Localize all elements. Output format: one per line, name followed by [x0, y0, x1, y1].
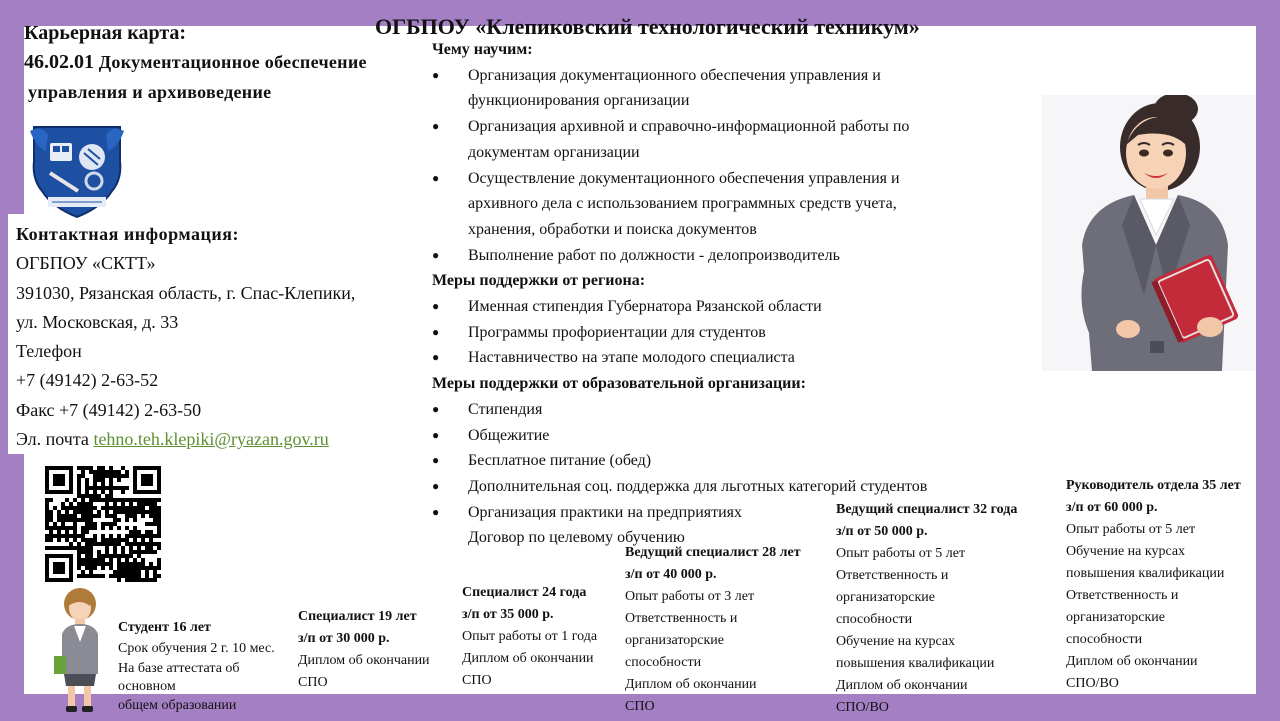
stage-specialist-19 — [298, 606, 430, 694]
contact-block — [16, 220, 355, 454]
stage-specialist-24 — [462, 582, 597, 692]
contact-org: ОГБПОУ «СКТТ» — [16, 253, 156, 274]
stage-line: способности — [1066, 632, 1143, 647]
stage-title: Специалист 24 года — [462, 585, 587, 600]
stage-salary: з/п от 30 000 р. — [298, 631, 390, 646]
stage-line: способности — [625, 655, 702, 670]
bullet-icon: ● — [432, 478, 440, 493]
list-item — [432, 320, 1032, 346]
list-item — [432, 243, 1032, 269]
specialty-name-1: Документационное обеспечение — [98, 52, 367, 72]
list-item-text: Дополнительная соц. поддержка для льготных категорий студентов — [468, 477, 928, 495]
list-item — [432, 345, 1032, 371]
contact-address-2: ул. Московская, д. 33 — [16, 311, 179, 332]
qr-code-icon — [45, 466, 161, 582]
specialty-line — [24, 51, 367, 74]
college-logo-icon — [28, 121, 126, 221]
stage-head-35 — [1066, 475, 1241, 695]
list-item-text: Организация архивной и справочно-информационной работы по — [468, 118, 910, 136]
stage-line: На базе аттестата об — [118, 661, 240, 676]
stage-salary: з/п от 35 000 р. — [462, 607, 554, 622]
list-item-text: Наставничество на этапе молодого специалиста — [468, 349, 795, 367]
stage-line: Срок обучения 2 г. 10 мес. — [118, 641, 275, 656]
stage-line: основном — [118, 679, 176, 694]
stage-line: организаторские — [1066, 610, 1165, 625]
stage-line: Обучение на курсах — [836, 634, 956, 649]
org-support-extra: Договор по целевому обучению — [468, 529, 685, 547]
list-item — [432, 423, 1032, 449]
list-item-text: Выполнение работ по должности - делопроизводитель — [468, 246, 840, 264]
list-item — [432, 114, 1032, 165]
contact-email-label: Эл. почта — [16, 429, 89, 450]
bullet-icon: ● — [432, 247, 440, 262]
org-support-title: Меры поддержки от образовательной организации: — [432, 375, 806, 393]
stage-line: СПО/ВО — [1066, 676, 1119, 691]
stage-line: Диплом об окончании — [1066, 654, 1198, 669]
stage-line: Диплом об окончании — [462, 651, 594, 666]
bullet-icon: ● — [432, 299, 440, 314]
info-list — [432, 37, 1032, 551]
region-title: Меры поддержки от региона: — [432, 272, 646, 290]
bullet-icon: ● — [432, 504, 440, 519]
stage-salary: з/п от 50 000 р. — [836, 524, 928, 539]
stage-line: Диплом об окончании — [836, 678, 968, 693]
stage-line: Опыт работы от 5 лет — [836, 546, 966, 561]
list-item — [432, 474, 1032, 500]
stage-salary: з/п от 60 000 р. — [1066, 500, 1158, 515]
stage-line: Опыт работы от 1 года — [462, 629, 598, 644]
region-list — [432, 294, 1032, 371]
bullet-icon: ● — [432, 453, 440, 468]
page-heading: ОГБПОУ «Клепиковский технологический техникум» — [375, 14, 920, 39]
list-item-text: Программы профориентации для студентов — [468, 323, 766, 341]
stage-line: Обучение на курсах — [1066, 544, 1186, 559]
list-item-text: Общежитие — [468, 426, 550, 444]
stage-lead-32 — [836, 499, 1017, 719]
teach-title: Чему научим: — [432, 41, 533, 58]
bullet-icon: ● — [432, 170, 440, 185]
stage-line: Ответственность и — [625, 611, 738, 626]
contact-email-link[interactable]: tehno.teh.klepiki@ryazan.gov.ru — [93, 429, 329, 450]
stage-line: организаторские — [836, 590, 935, 605]
contact-fax: Факс +7 (49142) 2-63-50 — [16, 399, 202, 420]
stage-line: Ответственность и — [836, 568, 949, 583]
stage-salary: з/п от 40 000 р. — [625, 567, 717, 582]
businesswoman-illustration-icon — [1042, 95, 1256, 371]
teach-list — [432, 63, 1032, 269]
stage-line: повышения квалификации — [1066, 566, 1225, 581]
student-girl-illustration-icon — [44, 586, 114, 716]
stage-line: способности — [836, 612, 913, 627]
career-map-title: Карьерная карта: — [24, 22, 187, 44]
stage-line: организаторские — [625, 633, 724, 648]
list-item — [432, 166, 1032, 243]
specialty-name-2: управления и архивоведение — [28, 82, 272, 102]
stage-line: Диплом об окончании — [625, 677, 757, 692]
list-item-text: Осуществление документационного обеспечения управления и — [468, 169, 900, 187]
stage-line: Опыт работы от 5 лет — [1066, 522, 1196, 537]
stage-line: СПО — [298, 675, 328, 690]
stage-title: Ведущий специалист 28 лет — [625, 545, 801, 560]
bullet-icon: ● — [432, 324, 440, 339]
bullet-icon: ● — [432, 427, 440, 442]
contact-label: Контактная информация: — [16, 224, 239, 244]
stage-line: СПО/ВО — [836, 700, 889, 715]
bullet-icon: ● — [432, 67, 440, 82]
stage-line: повышения квалификации — [836, 656, 995, 671]
list-item-text: хранения, обработки и поиска документов — [468, 220, 757, 238]
contact-address-1: 391030, Рязанская область, г. Спас-Клепики, — [16, 282, 356, 303]
stage-line: Ответственность и — [1066, 588, 1179, 603]
contact-phone-label: Телефон — [16, 341, 82, 362]
list-item — [432, 63, 1032, 114]
list-item-text: архивного дела с использованием программных средств учета, — [468, 195, 897, 213]
list-item — [432, 397, 1032, 423]
list-item-text: Организация практики на предприятиях — [468, 503, 743, 521]
stage-line: СПО — [462, 673, 492, 688]
stage-line: общем образовании — [118, 698, 237, 713]
list-item-text: документам организации — [468, 143, 640, 161]
bullet-icon: ● — [432, 350, 440, 365]
stage-title: Специалист 19 лет — [298, 609, 417, 624]
stage-line: Опыт работы от 3 лет — [625, 589, 755, 604]
stage-line: СПО — [625, 699, 655, 714]
stage-lead-28 — [625, 542, 801, 718]
list-item-text: Бесплатное питание (обед) — [468, 452, 652, 470]
stage-title: Студент 16 лет — [118, 620, 211, 635]
stage-line: Диплом об окончании — [298, 653, 430, 668]
list-item — [432, 294, 1032, 320]
contact-phone: +7 (49142) 2-63-52 — [16, 370, 159, 391]
list-item-text: Организация документационного обеспечения управления и — [468, 66, 881, 84]
bullet-icon: ● — [432, 119, 440, 134]
contact-email-row — [16, 425, 355, 454]
stage-title: Ведущий специалист 32 года — [836, 502, 1018, 517]
list-item-text: Стипендия — [468, 400, 543, 418]
list-item-text: функционирования организации — [468, 92, 690, 110]
specialty-code: 46.02.01 — [24, 51, 94, 73]
stage-title: Руководитель отдела 35 лет — [1066, 478, 1241, 493]
bullet-icon: ● — [432, 401, 440, 416]
list-item — [432, 448, 1032, 474]
list-item-text: Именная стипендия Губернатора Рязанской области — [468, 298, 822, 316]
stage-student — [118, 617, 275, 717]
